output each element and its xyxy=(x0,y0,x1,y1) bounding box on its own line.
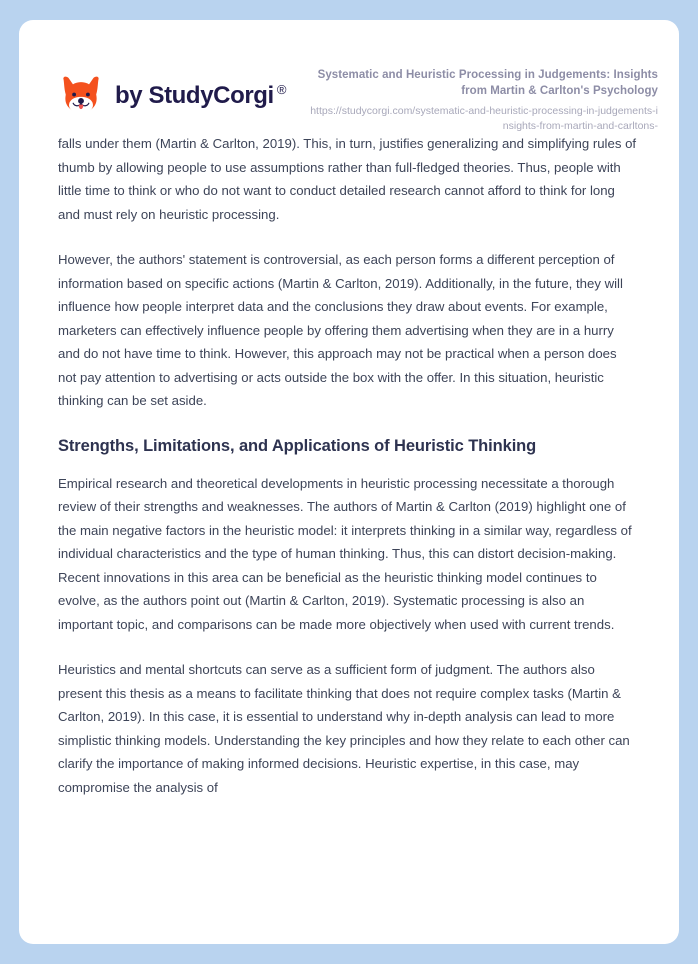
document-page xyxy=(19,20,679,944)
document-title: Systematic and Heuristic Processing in Judgements: Insights from Martin & Carlton's Psychology xyxy=(317,69,658,97)
document-url: https://studycorgi.com/systematic-and-heuristic-processing-in-judgements-insights-from-martin-and-carltons- xyxy=(310,104,658,132)
section-heading: Strengths, Limitations, and Applications of Heuristic Thinking xyxy=(58,436,537,455)
brand-name xyxy=(115,83,286,108)
paragraph-2: However, the authors' statement is controversial, as each person forms a different perception of information based on specific actions (Martin & Carlton, 2019). Additionally, in the future, they will influence how people interpret data and the conclusions they draw about events. For example, marketers can effectively influence people by offering them advertising when they are in a hurry and do not have time to think. However, this approach may not be practical when a person does not pay attention to advertising or acts outside the box with the offer. In this situation, heuristic thinking can be set aside. xyxy=(58,252,623,408)
document-header xyxy=(19,20,679,132)
brand-name-text: by StudyCorgi xyxy=(115,81,274,109)
paragraph-3: Empirical research and theoretical developments in heuristic processing necessitate a thorough review of their strengths and weaknesses. The authors of Martin & Carlton (2019) highlight one of the main negative factors in the heuristic model: it interprets thinking in a similar way, regardless of individual characteristics and the type of human thinking. Thus, this can distort decision-making. Recent innovations in this area can be beneficial as the heuristic thinking model continues to evolve, as the authors point out (Martin & Carlton, 2019). Systematic processing is also an important topic, and comparisons can be made more objectively when used with current trends. xyxy=(58,475,632,632)
registered-trademark-icon: ® xyxy=(276,81,286,97)
header-meta xyxy=(308,68,658,134)
corgi-head-icon xyxy=(58,72,104,118)
paragraph-1: falls under them (Martin & Carlton, 2019). This, in turn, justifies generalizing and simplifying rules of thumb by allowing people to use assumptions rather than full-fledged theories. Thus, people with little time to think or who do not want to conduct detailed research cannot afford to think for long and must rely on heuristic processing. xyxy=(58,136,637,222)
paragraph-4: Heuristics and mental shortcuts can serve as a sufficient form of judgment. The authors also present this thesis as a means to facilitate thinking that does not require complex tasks (Martin & Carlton, 2019). In this case, it is essential to understand why in-depth analysis can lead to more simplistic thinking models. Understanding the key principles and how they relate to each other can clarify the importance of making informed decisions. Heuristic expertise, in this case, may compromise the analysis of xyxy=(58,662,630,795)
brand-logo xyxy=(58,72,286,118)
document-body xyxy=(19,132,679,799)
